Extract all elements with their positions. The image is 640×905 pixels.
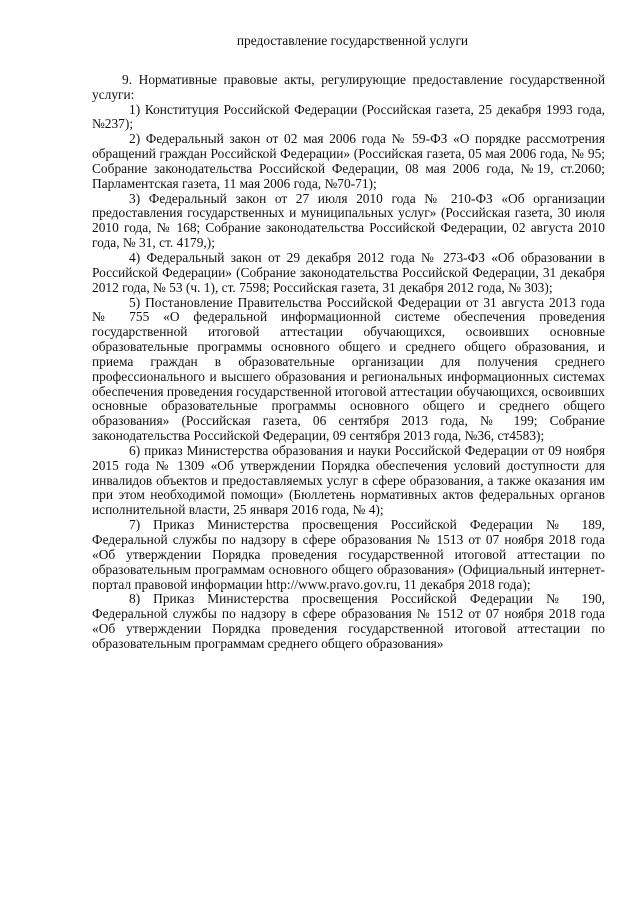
list-item-8-order-190: 8) Приказ Министерства просвещения Российской Федерации № 190, Федеральной службы по надзору в сфере образования № 1512 от 07 ноября 2018 года «Об утверждении Порядка проведения государственной итоговой аттестации по образовательным программам среднего общего образования» bbox=[92, 591, 605, 651]
list-item-4-law-273: 4) Федеральный закон от 29 декабря 2012 года № 273-ФЗ «Об образовании в Российской Федерации» (Собрание законодательства Российской Федерации, 31 декабря 2012 года, № 53 (ч. 1), ст. 7598; Российская газета, 31 декабря 2012 года, № 303); bbox=[92, 249, 605, 295]
page-heading: предоставление государственной услуги bbox=[236, 33, 469, 48]
paragraph-9-intro: 9. Нормативные правовые акты, регулирующие предоставление государственной услуги: bbox=[92, 71, 605, 102]
list-item-2-law-59: 2) Федеральный закон от 02 мая 2006 года № 59-ФЗ «О порядке рассмотрения обращений граждан Российской Федерации» (Российская газета, 05 мая 2006 года, № 95; Собрание законодательства Российской Федерации, 08 мая 2006 года, №19, ст.2060; Парламентская газета, 11 мая 2006 года, №70-71); bbox=[92, 131, 605, 191]
list-item-7-order-189: 7) Приказ Министерства просвещения Российской Федерации № 189, Федеральной службы по надзору в сфере образования № 1513 от 07 ноября 2018 года «Об утверждении Порядка проведения государственной итоговой аттестации по образовательным программам основного общего образования» (Официальный интернет-портал правовой информации http://www.pravo.gov.ru, 11 декабря 2018 года); bbox=[92, 517, 605, 592]
list-item-6-order-1309: 6) приказ Министерства образования и науки Российской Федерации от 09 ноября 2015 года № 1309 «Об утверждении Порядка обеспечения условий доступности для инвалидов объектов и предоставляемых услуг в сфере образования, а также оказания им при этом необходимой помощи» (Бюллетень нормативных актов федеральных органов исполнительной власти, 25 января 2016 года, № 4); bbox=[92, 442, 605, 518]
list-item-5-resolution-755: 5) Постановление Правительства Российской Федерации от 31 августа 2013 года № 755 «О федеральной информационной системе обеспечения проведения государственной итоговой аттестации обучающихся, освоивших основные образовательные программы основного общего и среднего общего образования, и приема граждан в образовательные организации для получения среднего профессионального и высшего образования и региональных информационных системах обеспечения проведения государственной итоговой аттестации обучающихся, освоивших основные образовательные программы основного общего и среднего общего образования» (Российская газета, 06 сентября 2013 года, № 199; Собрание законодательства Российской Федерации, 09 сентября 2013 года, №36, ст4583); bbox=[92, 294, 605, 444]
list-item-3-law-210: 3) Федеральный закон от 27 июля 2010 года № 210-ФЗ «Об организации предоставления государственных и муниципальных услуг» (Российская газета, 30 июля 2010 года, № 168; Собрание законодательства Российской Федерации, 02 августа 2010 года, № 31, ст. 4179,); bbox=[92, 190, 605, 251]
list-item-1-constitution: 1) Конституция Российской Федерации (Российская газета, 25 декабря 1993 года, №237); bbox=[92, 101, 605, 132]
document-page bbox=[92, 34, 605, 652]
